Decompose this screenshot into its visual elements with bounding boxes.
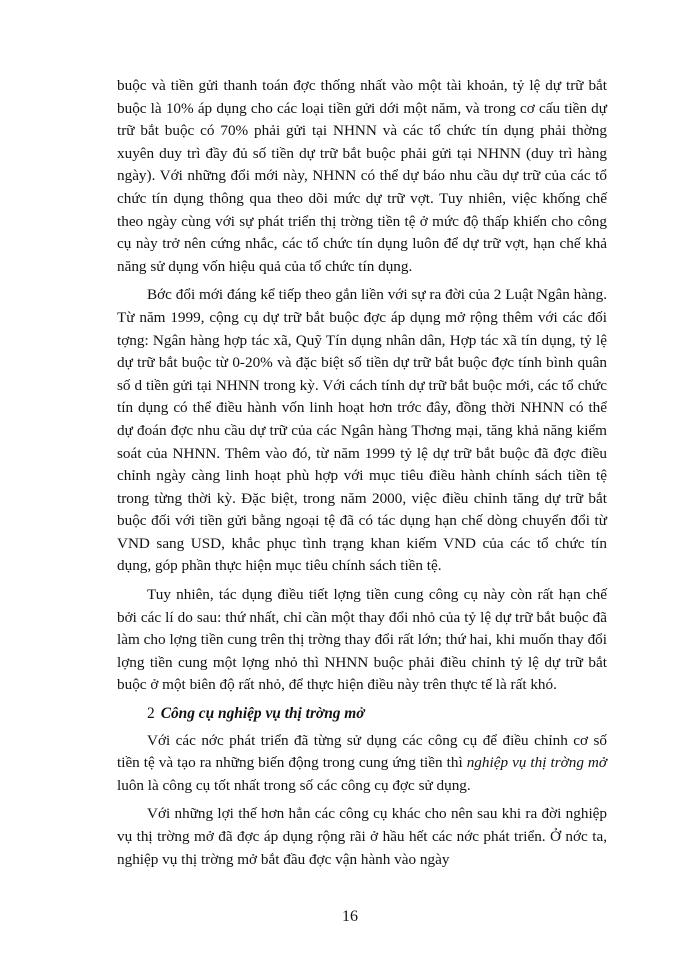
document-body — [117, 75, 607, 877]
paragraph-4-emphasis: nghiệp vụ thị trờng mở — [466, 754, 608, 772]
paragraph-5: Với những lợi thế hơn hẳn các công cụ khác cho nên sau khi ra đời nghiệp vụ thị trờng mở đã đợc áp dụng rộng rãi ở hầu hết các nớc phát triển. Ở nớc ta, nghiệp vụ thị trờng mở bắt đầu đợc vận hành vào ngày — [117, 805, 607, 868]
paragraph-1: buộc và tiền gửi thanh toán đợc thống nhất vào một tài khoản, tỷ lệ dự trữ bắt buộc là 10% áp dụng cho các loại tiền gửi dới một năm, và trong cơ cấu tiền dự trữ bắt buộc có 70% phải gửi tại NHNN và các tổ chức tín dụng phải thờng xuyên duy trì đầy đủ số tiền dự trữ bắt buộc phải gửi tại NHNN (duy trì hàng ngày). Với những đổi mới này, NHNN có thể dự báo nhu cầu dự trữ của các tổ chức tín dụng thông qua theo dõi mức dự trữ vợt. Tuy nhiên, việc khống chế theo ngày cùng với sự phát triển thị trờng tiền tệ ở mức độ thấp khiến cho công cụ này trở nên cứng nhắc, các tổ chức tín dụng luôn để dự trữ vợt, hạn chế khả năng sử dụng vốn hiệu quả của tổ chức tín dụng. — [117, 77, 607, 275]
section-title: Công cụ nghiệp vụ thị trờng mở — [160, 705, 365, 723]
paragraph-3: Tuy nhiên, tác dụng điều tiết lợng tiền cung công cụ này còn rất hạn chế bởi các lí do sau: thứ nhất, chỉ cần một thay đổi nhỏ của tỷ lệ dự trữ bắt buộc đã làm cho lợng tiền cung trên thị trờng thay đổi rất lớn; thứ hai, khi muốn thay đổi lợng tiền cung một lợng nhỏ thì NHNN buộc phải điều chỉnh tỷ lệ dự trữ bắt buộc ở một biên độ rất nhỏ, để thực hiện điều này trên thực tế là rất khó. — [117, 586, 607, 694]
paragraph-2: Bớc đổi mới đáng kể tiếp theo gắn liền với sự ra đời của 2 Luật Ngân hàng. Từ năm 1999, cộng cụ dự trữ bắt buộc đợc áp dụng mở rộng thêm với các đối tợng: Ngân hàng hợp tác xã, Quỹ Tín dụng nhân dân, Hợp tác xã tín dụng, tỷ lệ dự trữ bắt buộc từ 0-20% và đặc biệt số tiền dự trữ bắt buộc đợc tính bình quân số d tiền gửi tại NHNN trong kỳ. Với cách tính dự trữ bắt buộc mới, các tổ chức tín dụng có thể điều hành vốn linh hoạt hơn trớc đây, đồng thời NHNN có thể dự đoán đợc nhu cầu dự trữ của các Ngân hàng Thơng mại, tăng khả năng kiểm soát của NHNN. Thêm vào đó, từ năm 1999 tỷ lệ dự trữ bắt buộc đã đợc điều chỉnh ngày càng linh hoạt phù hợp với mục tiêu điều hành chính sách tiền tệ trong từng thời kỳ. Đặc biệt, trong năm 2000, việc điều chỉnh tăng dự trữ bắt buộc đối với tiền gửi bằng ngoại tệ đã có tác dụng hạn chế dòng chuyển đổi từ VND sang USD, khắc phục tình trạng khan kiếm VND của các tổ chức tín dụng, góp phần thực hiện mục tiêu chính sách tiền tệ. — [117, 286, 607, 575]
section-heading — [147, 703, 607, 726]
section-number: 2 — [147, 705, 155, 723]
paragraph-4-end: luôn là công cụ tốt nhất trong số các công cụ đợc sử dụng. — [117, 776, 471, 794]
page-number: 16 — [342, 908, 358, 925]
paragraph-4-start: Với các nớc phát triển đã từng sử dụng các công cụ để điều chỉnh cơ số tiền tệ và tạo ra những biến động trong cung ứng tiền thì — [117, 731, 607, 772]
paragraph-4 — [117, 730, 607, 798]
